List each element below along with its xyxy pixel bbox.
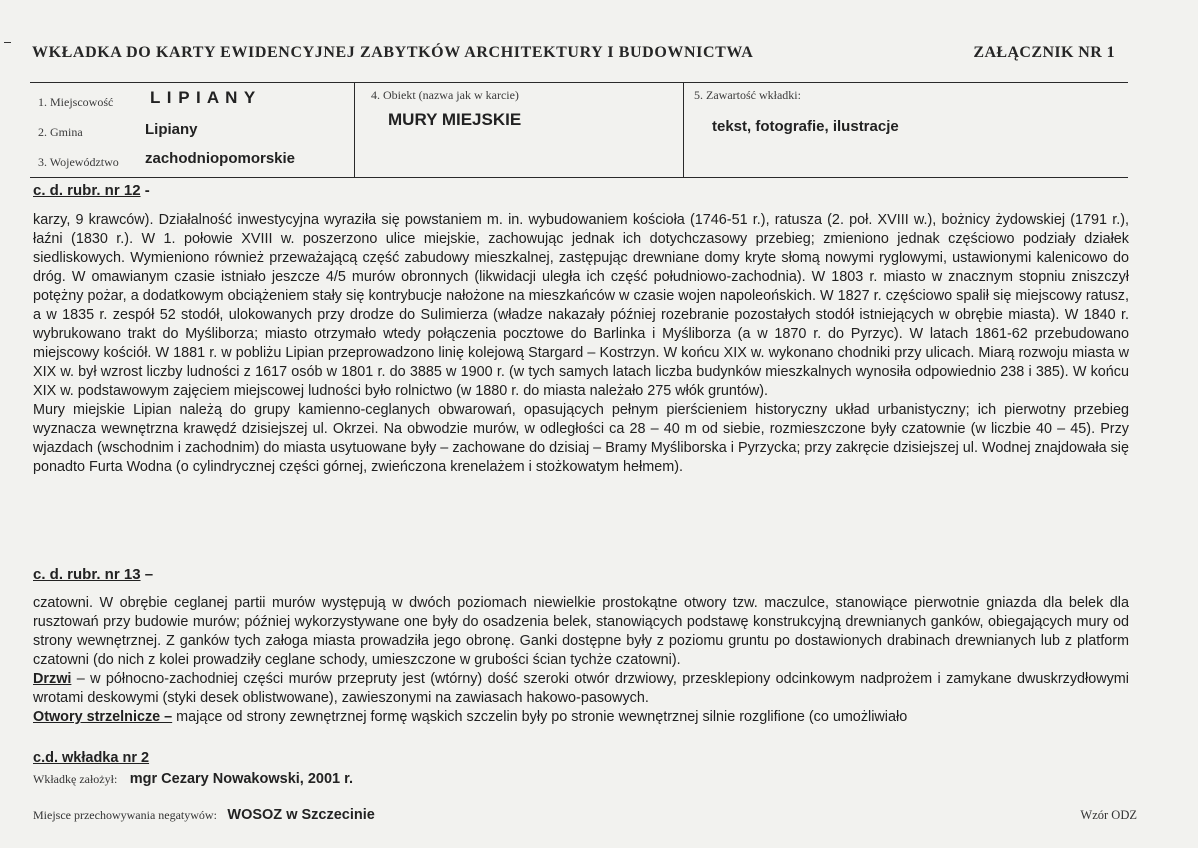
continuation-note: c.d. wkładka nr 2	[33, 750, 150, 766]
section-13-heading	[33, 566, 153, 583]
author-line	[33, 770, 353, 788]
margin-mark	[4, 42, 11, 43]
section-13-heading-text: c. d. rubr. nr 13	[33, 566, 141, 583]
zawartosc-value: tekst, fotografie, ilustracje	[712, 118, 899, 135]
author-value: mgr Cezary Nowakowski, 2001 r.	[129, 771, 353, 787]
otwory-label: Otwory strzelnicze –	[33, 709, 173, 725]
gmina-label: 2. Gmina	[38, 125, 83, 139]
obiekt-value: MURY MIEJSKIE	[388, 110, 522, 129]
wojewodztwo-value: zachodniopomorskie	[145, 150, 296, 167]
fields-rule	[30, 177, 1128, 178]
section-12-paragraph-1: karzy, 9 krawców). Działalność inwestycyjna wyraziła się powstaniem m. in. wybudowaniem kościoła (1746-51 r.), ratusza (2. poł. XVIII w.), bożnicy żydowskiej (1791 r.), łaźni (1830 r.). W 1. połowie XVIII w. poszerzono ulice miejskie, zachowując jednak ich dotychczasowy przebieg; zmieniono jednak częściowo podziały działek siedliskowych. Wymieniono również przeważającą część zabudowy mieszkalnej, zastępując drewniane domy kryte słomą nowymi ryglowymi, ustawionymi kalenicowo do dróg. W omawianym czasie istniało jeszcze 4/5 murów obronnych (likwidacji uległa ich część południowo-zachodnia). W 1803 r. miasto w znacznym stopniu zniszczył potężny pożar, a dodatkowym obciążeniem stały się kontrybucje nałożone na mieszkańców w czasie wojen napoleońskich. W 1827 r. częściowo spalił się miejscowy ratusz, a w 1835 r. zespół 52 stodół, ulokowanych przy drodze do Sulimierza (władze nakazały później rozebranie pozostałych stodół istniejących w obrębie miasta). W 1840 r. wybrukowano trakt do Myśliborza; miasto otrzymało wtedy połączenia pocztowe do Barlinka i Myśliborza (a w 1870 r. do Pyrzyc). W latach 1861-62 przebudowano miejscowy kościół. W 1881 r. w pobliżu Lipian przeprowadzono linię kolejową Stargard – Kostrzyn. W końcu XIX w. wykonano chodniki przy ulicach. Miarą rozwoju miasta w XIX w. był wzrost liczby ludności z 1617 osób w 1801 r. do 3885 w 1900 r. (w tych samych latach liczba budynków mieszkalnych wynosiła odpowiednio 238 i 385). W końcu XIX w. podstawowym zajęciem miejscowej ludności było rolnictwo (w 1880 r. do miasta należało 275 włók gruntów).	[33, 212, 1129, 399]
drzwi-text: – w północno-zachodniej części murów przepruty jest (wtórny) dość szeroki otwór drzwiowy, przesklepiony odcinkowym nadprożem i zamykane dwuskrzydłowymi wrotami deskowymi (styki desek oblistwowane), zawieszonymi na zawiasach hakowo-pasowych.	[33, 671, 1129, 706]
author-label: Wkładkę założył:	[33, 772, 118, 786]
section-12-paragraph-2: Mury miejskie Lipian należą do grupy kamienno-ceglanych obwarowań, opasujących pełnym pierścieniem historyczny układ urbanistyczny; ich pierwotny przebieg wyznacza wewnętrzna krawędź dzisiejszej ul. Okrzei. Na obwodzie murów, w odległości ca 28 – 40 m od siebie, rozmieszczone były czatownie (w liczbie 40 – 45). Przy wjazdach (wschodnim i zachodnim) do miasta usytuowane były – zachowane do dzisiaj – Bramy Myśliborska i Pyrzycka; przy zakręcie dzisiejszej ul. Wodnej znajdowała się ponadto Furta Wodna (o cylindrycznej części górnej, zwieńczona krenelażem i stożkowatym hełmem).	[33, 402, 1129, 475]
otwory-paragraph	[33, 708, 1129, 727]
storage-line	[33, 806, 375, 824]
section-13-body	[33, 594, 1129, 727]
section-13-heading-suffix: –	[140, 566, 154, 583]
zawartosc-label: 5. Zawartość wkładki:	[694, 88, 801, 102]
header-rule	[30, 82, 1128, 83]
field-divider-1	[354, 82, 355, 178]
document-title: WKŁADKA DO KARTY EWIDENCYJNEJ ZABYTKÓW ARCHITEKTURY I BUDOWNICTWA	[32, 44, 754, 61]
section-12-heading-suffix: -	[140, 182, 150, 199]
drzwi-paragraph	[33, 670, 1129, 708]
annex-number: ZAŁĄCZNIK NR 1	[973, 44, 1115, 61]
otwory-text: mające od strony zewnętrznej formę wąskich szczelin były po stronie wewnętrznej silnie rozglifione (co umożliwiało	[172, 709, 908, 725]
field-divider-2	[683, 82, 684, 178]
obiekt-label: 4. Obiekt (nazwa jak w karcie)	[371, 88, 519, 102]
storage-label: Miejsce przechowywania negatywów:	[33, 808, 217, 822]
section-13-paragraph-1: czatowni. W obrębie ceglanej partii murów występują w dwóch poziomach niewielkie prostokątne otwory tzw. maczulce, stanowiące pierwotnie gniazda dla belek dla rusztowań przy budowie murów; później wykorzystywane one były do osadzenia belek, stanowiących podstawę konstrukcyjną drewnianych ganków, obiegających mury od strony wewnętrznej. Z ganków tych załoga miasta prowadziła jego obronę. Ganki dostępne były z poziomu gruntu po dostawionych drabinach drewnianych lub z platform czatowni (do nich z kolei prowadziły ceglane schody, umieszczone w grubości ścian tychże czatowni).	[33, 595, 1129, 668]
wojewodztwo-label: 3. Województwo	[38, 155, 119, 169]
section-12-heading-text: c. d. rubr. nr 12	[33, 182, 141, 199]
miejscowosc-value: L I P I A N Y	[150, 88, 257, 107]
gmina-value: Lipiany	[145, 121, 198, 138]
miejscowosc-label: 1. Miejscowość	[38, 95, 114, 109]
form-code: Wzór ODZ	[1080, 808, 1137, 822]
storage-value: WOSOZ w Szczecinie	[227, 807, 375, 823]
drzwi-label: Drzwi	[33, 671, 72, 687]
section-12-heading	[33, 182, 150, 199]
section-12-body	[33, 211, 1129, 477]
